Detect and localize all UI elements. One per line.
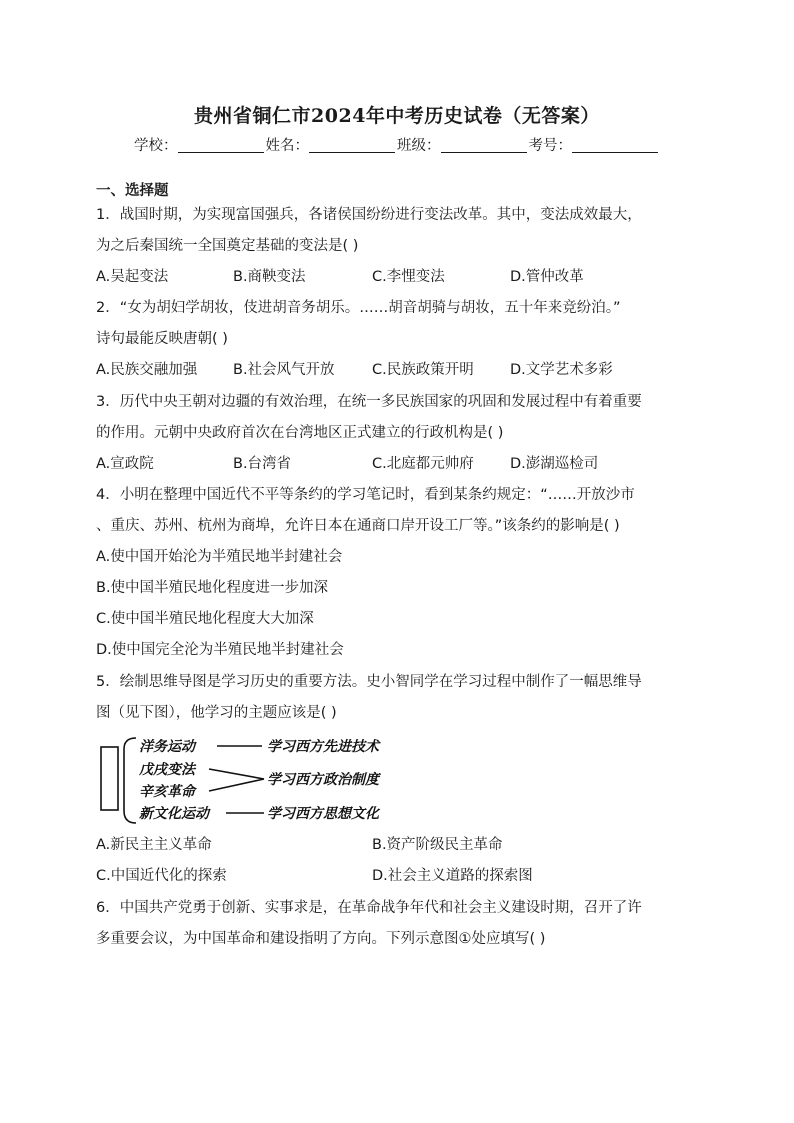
question-5-line-2: 图（见下图），他学习的主题应该是( ) xyxy=(96,705,337,721)
name-label: 姓名： xyxy=(265,138,309,154)
question-1-line-2: 为之后秦国统一全国奠定基础的变法是( ) xyxy=(96,238,359,254)
question-1-option-c[interactable]: C.李悝变法 xyxy=(372,269,445,285)
question-3-line-1: 3．历代中央王朝对边疆的有效治理，在统一多民族国家的巩固和发展过程中有着重要 xyxy=(96,394,642,410)
school-blank[interactable] xyxy=(178,136,264,153)
question-5-option-b[interactable]: B.资产阶级民主革命 xyxy=(372,837,503,853)
school-label: 学校： xyxy=(134,138,178,154)
page-title: 贵州省铜仁市2024年中考历史试卷（无答案） xyxy=(194,105,600,127)
class-blank[interactable] xyxy=(441,136,527,153)
question-3-option-d[interactable]: D.澎湖巡检司 xyxy=(510,456,599,472)
question-4-option-d[interactable]: D.使中国完全沦为半殖民地半封建社会 xyxy=(96,642,344,658)
question-3-option-c[interactable]: C.北庭都元帅府 xyxy=(372,456,474,472)
question-3-line-2: 的作用。元朝中央政府首次在台湾地区正式建立的行政机构是( ) xyxy=(96,425,504,441)
mind-map-right-item-1: 学习西方先进技术 xyxy=(267,739,379,755)
mind-map-root-box xyxy=(101,747,118,810)
question-2-line-1: 2．“女为胡妇学胡妆，伎进胡音务胡乐。……胡音胡骑与胡妆，五十年来竞纷泊。” xyxy=(96,300,621,316)
question-5-option-a[interactable]: A.新民主主义革命 xyxy=(96,837,212,853)
connector-line-3 xyxy=(209,779,264,791)
question-1-option-a[interactable]: A.吴起变法 xyxy=(96,269,169,285)
question-4-option-b[interactable]: B.使中国半殖民地化程度进一步加深 xyxy=(96,580,329,596)
mind-map-brace xyxy=(124,738,136,823)
question-4-line-2: 、重庆、苏州、杭州为商埠，允许日本在通商口岸开设工厂等。”该条约的影响是( ) xyxy=(96,518,620,534)
question-1-option-b[interactable]: B.商鞅变法 xyxy=(233,269,306,285)
mind-map-left-item-1: 洋务运动 xyxy=(139,739,195,755)
name-blank[interactable] xyxy=(309,136,395,153)
question-1-option-d[interactable]: D.管仲改革 xyxy=(510,269,584,285)
connector-line-2 xyxy=(209,769,264,779)
question-6-line-1: 6．中国共产党勇于创新、实事求是，在革命战争年代和社会主义建设时期，召开了许 xyxy=(96,900,642,916)
question-4-option-c[interactable]: C.使中国半殖民地化程度大大加深 xyxy=(96,611,314,627)
mind-map-right-item-2: 学习西方政治制度 xyxy=(267,772,379,788)
mind-map-right-item-3: 学习西方思想文化 xyxy=(267,806,379,822)
mind-map-diagram xyxy=(96,733,426,829)
question-2-line-2: 诗句最能反映唐朝( ) xyxy=(96,331,228,347)
question-2-option-a[interactable]: A.民族交融加强 xyxy=(96,362,198,378)
question-2-option-c[interactable]: C.民族政策开明 xyxy=(372,362,474,378)
question-3-option-a[interactable]: A.宣政院 xyxy=(96,456,154,472)
exam-no-blank[interactable] xyxy=(572,136,658,153)
question-4-option-a[interactable]: A.使中国开始沦为半殖民地半封建社会 xyxy=(96,549,343,565)
question-5-option-d[interactable]: D.社会主义道路的探索图 xyxy=(372,868,533,884)
question-2-option-d[interactable]: D.文学艺术多彩 xyxy=(510,362,613,378)
question-5-line-1: 5．绘制思维导图是学习历史的重要方法。史小智同学在学习过程中制作了一幅思维导 xyxy=(96,674,642,690)
question-2-option-b[interactable]: B.社会风气开放 xyxy=(233,362,335,378)
question-4-line-1: 4．小明在整理中国近代不平等条约的学习笔记时，看到某条约规定：“……开放沙市 xyxy=(96,487,635,503)
student-info-row xyxy=(0,134,794,155)
exam-no-label: 考号： xyxy=(528,138,572,154)
mind-map-left-item-3: 辛亥革命 xyxy=(139,784,195,800)
class-label: 班级： xyxy=(397,138,441,154)
question-1-line-1: 1．战国时期，为实现富国强兵，各诸侯国纷纷进行变法改革。其中，变法成效最大， xyxy=(96,207,642,223)
question-5-option-c[interactable]: C.中国近代化的探索 xyxy=(96,868,227,884)
mind-map-left-item-4: 新文化运动 xyxy=(139,806,209,822)
question-6-line-2: 多重要会议，为中国革命和建设指明了方向。下列示意图①处应填写( ) xyxy=(96,931,546,947)
mind-map-left-item-2: 戊戌变法 xyxy=(139,762,195,778)
question-3-option-b[interactable]: B.台湾省 xyxy=(233,456,292,472)
section-title: 一、选择题 xyxy=(96,183,169,199)
